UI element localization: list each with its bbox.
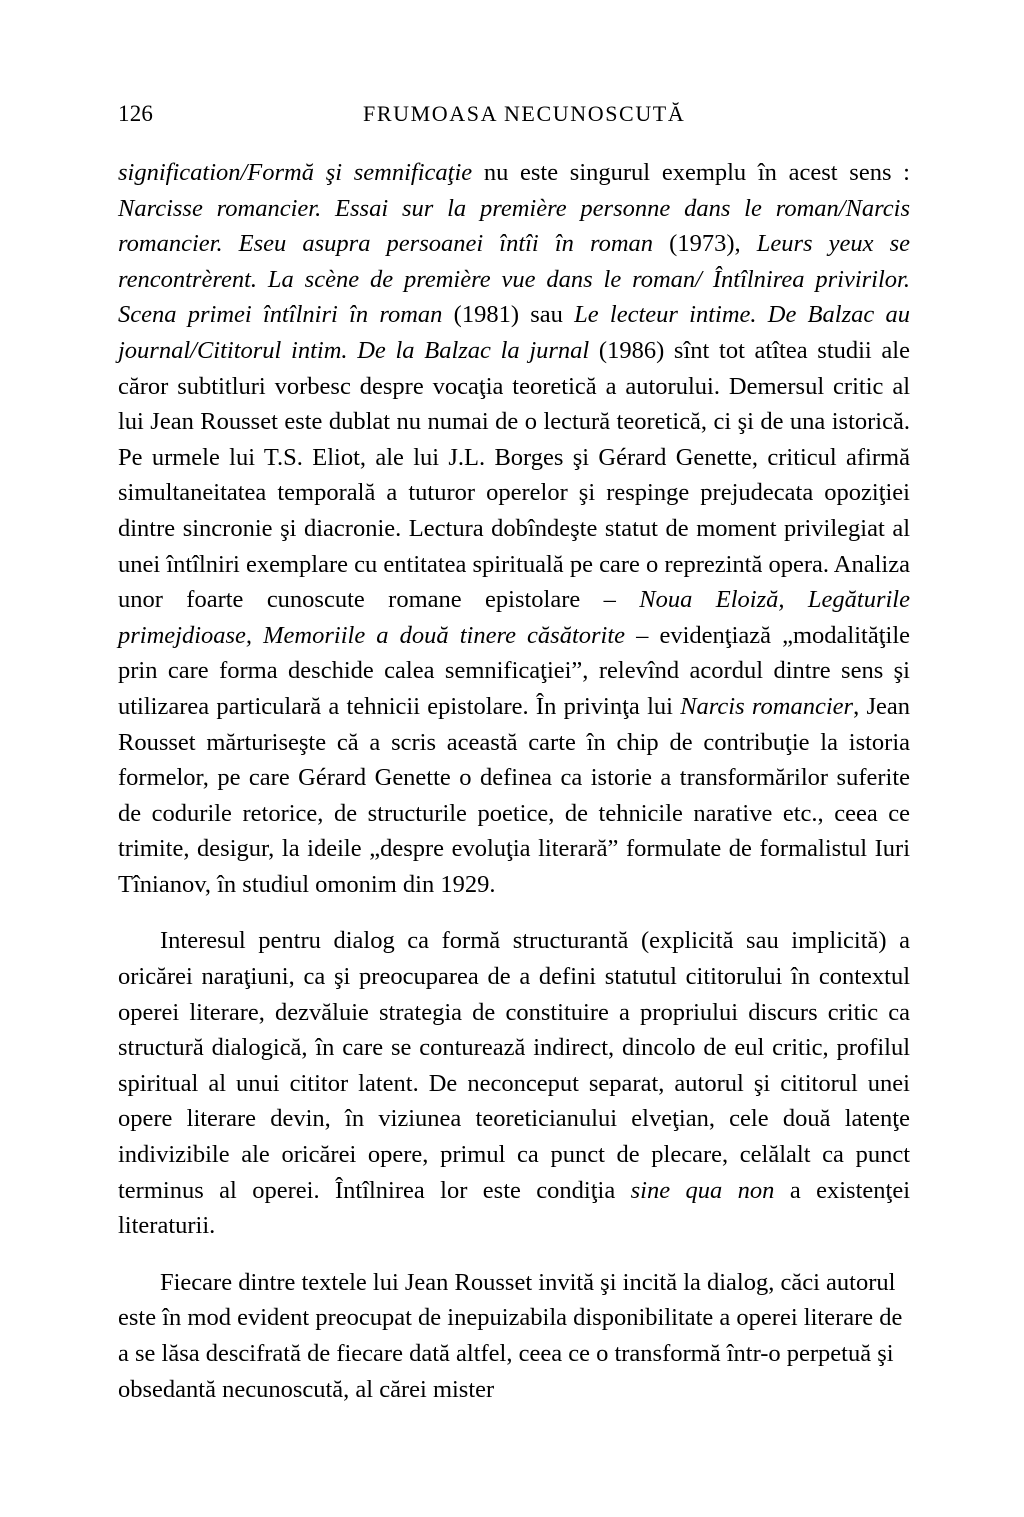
page-number: 126 [118,101,154,126]
body-text [118,155,910,1407]
paragraph-2: Interesul pentru dialog ca formă structurantă (explicită sau implicită) a oricărei naraţiuni, ca şi preocuparea de a defini statutul cititorului în contextul operei literare, dezvăluie strategia de constituire a propriului discurs critic ca structură dialogică, în care se conturează indirect, dincolo de eul critic, profilul spiritual al unui cititor latent. De neconceput separat, autorul şi cititorul unei opere literare devin, în viziunea teoreticianului elveţian, cele două latenţe indivizibile ale oricărei opere, primul ca punct de plecare, celălalt ca punct terminus al operei. Întîlnirea lor este condiţia sine qua non a existenţei literaturii. [118,927,910,1240]
page-header [118,100,908,128]
running-title: FRUMOASA NECUNOSCUTĂ [363,101,686,126]
paragraph-1: signification/Formă şi semnificaţie nu este singurul exemplu în acest sens : Narcisse romancier. Essai sur la première personne dans le roman/Narcis romancier. Eseu asupra persoanei întîi în roman (1973), Leurs yeux se rencontrèrent. La scène de première vue dans le roman/ Întîlnirea privirilor. Scena primei întîlniri în roman (1981) sau Le lecteur intime. De Balzac au journal/Cititorul intim. De la Balzac la jurnal (1986) sînt tot atîtea studii ale căror subtitluri vorbesc despre vocaţia teoretică a autorului. Demersul critic al lui Jean Rousset este dublat nu numai de o lectură teoretică, ci şi de una istorică. Pe urmele lui T.S. Eliot, ale lui J.L. Borges şi Gérard Genette, criticul afirmă simultaneitatea temporală a tuturor operelor şi respinge prejudecata opoziţiei dintre sincronie şi diacronie. Lectura dobîndeşte statut de moment privilegiat al unei întîlniri exemplare cu entitatea spirituală pe care o reprezintă opera. Analiza unor foarte cunoscute romane epistolare – Noua Eloiză, Legăturile primejdioase, Memoriile a două tinere căsătorite – evidenţiază „modalităţile prin care forma deschide calea semnificaţiei”, relevînd acordul dintre sens şi utilizarea particulară a tehnicii epistolare. În privinţa lui Narcis romancier, Jean Rousset mărturiseşte că a scris această carte în chip de contribuţie la istoria formelor, pe care Gérard Genette o definea ca istorie a transformărilor suferite de codurile retorice, de structurile poetice, de tehnicile narative etc., ceea ce trimite, desigur, la ideile „despre evoluţia literară” formulate de formalistul Iuri Tînianov, în studiul omonim din 1929. [118,159,911,898]
paragraph-3: Fiecare dintre textele lui Jean Rousset invită şi incită la dialog, căci autorul este în mod evident preocupat de inepuizabila disponibilitate a operei literare de a se lăsa descifrată de fiecare dată altfel, ceea ce o transformă într-o perpetuă şi obsedantă necunoscută, al cărei mister [118,1268,903,1403]
